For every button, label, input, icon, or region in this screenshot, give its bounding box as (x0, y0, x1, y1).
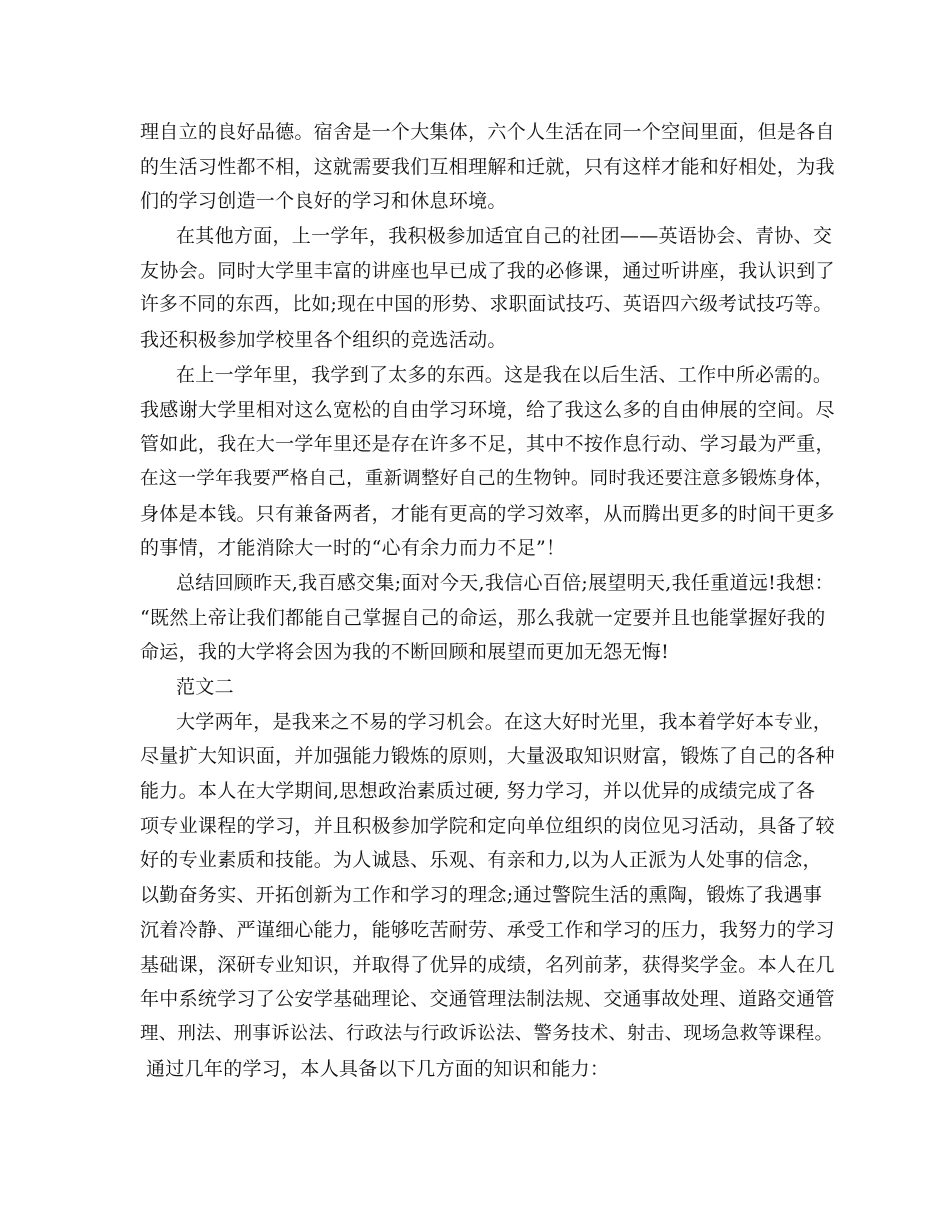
text-line: 尽量扩大知识面，并加强能力锻炼的原则，大量汲取知识财富，锻炼了自己的各种 (140, 745, 835, 768)
paragraph-start-line: 总结回顾昨天,我百感交集;面对今天,我信心百倍;展望明天,我任重道远!我想： (176, 571, 834, 594)
text-line: 以勤奋务实、开拓创新为工作和学习的理念;通过警院生活的熏陶，锻炼了我遇事 (140, 884, 823, 907)
text-line: 理、刑法、刑事诉讼法、行政法与行政诉讼法、警务技术、射击、现场急救等课程。 (140, 1022, 834, 1044)
text-line: 我感谢大学里相对这么宽松的自由学习环境，给了我这么多的自由伸展的空间。尽 (140, 398, 835, 421)
text-line: 友协会。同时大学里丰富的讲座也早已成了我的必修课，通过听讲座，我认识到了 (140, 259, 835, 282)
text-line: 能力。本人在大学期间,思想政治素质过硬, 努力学习，并以优异的成绩完成了各 (140, 780, 816, 803)
paragraph-start-line: 在其他方面，上一学年，我积极参加适宜自己的社团——英语协会、青协、交 (176, 225, 833, 248)
paragraph-start-line: 大学两年，是我来之不易的学习机会。在这大好时光里，我本着学好本专业， (176, 710, 833, 733)
text-line: 沉着冷静、严谨细心能力，能够吃苦耐劳、承受工作和学习的压力，我努力的学习 (140, 918, 835, 941)
text-line: “既然上帝让我们都能自己掌握自己的命运，那么我就一定要并且也能掌握好我的 (140, 606, 826, 629)
text-line: 好的专业素质和技能。为人诚恳、乐观、有亲和力,以为人正派为人处事的信念， (140, 849, 822, 872)
text-line: 们的学习创造一个良好的学习和休息环境。 (140, 190, 507, 213)
text-line: 年中系统学习了公安学基础理论、交通管理法制法规、交通事故处理、道路交通管 (140, 988, 835, 1011)
text-line: 管如此，我在大一学年里还是存在许多不足，其中不按作息行动、学习最为严重， (140, 433, 835, 456)
text-line: 项专业课程的学习，并且积极参加学院和定向单位组织的岗位见习活动，具备了较 (140, 814, 835, 837)
section-heading: 范文二 (176, 676, 234, 698)
text-line: 的生活习性都不相，这就需要我们互相理解和迁就，只有这样才能和好相处，为我 (140, 155, 835, 178)
text-line: 通过几年的学习，本人具备以下几方面的知识和能力： (146, 1057, 610, 1080)
text-line: 理自立的良好品德。宿舍是一个大集体，六个人生活在同一个空间里面，但是各自 (140, 121, 835, 143)
text-line: 身体是本钱。只有兼备两者，才能有更高的学习效率，从而腾出更多的时间干更多 (140, 502, 835, 525)
paragraph-start-line: 在上一学年里，我学到了太多的东西。这是我在以后生活、工作中所必需的。 (176, 363, 833, 386)
text-line: 我还积极参加学校里各个组织的竞选活动。 (140, 329, 507, 352)
text-line: 基础课，深研专业知识，并取得了优异的成绩，名列前茅，获得奖学金。本人在几 (140, 953, 835, 976)
text-line: 的事情，才能消除大一时的“心有余力而力不足”！ (140, 537, 566, 560)
text-line: 在这一学年我要严格自己，重新调整好自己的生物钟。同时我还要注意多锻炼身体， (140, 467, 834, 489)
text-line: 许多不同的东西，比如;现在中国的形势、求职面试技巧、英语四六级考试技巧等。 (140, 294, 833, 316)
document-body (140, 115, 840, 1086)
text-line: 命运，我的大学将会因为我的不断回顾和展望而更加无怨无悔! (140, 641, 670, 664)
